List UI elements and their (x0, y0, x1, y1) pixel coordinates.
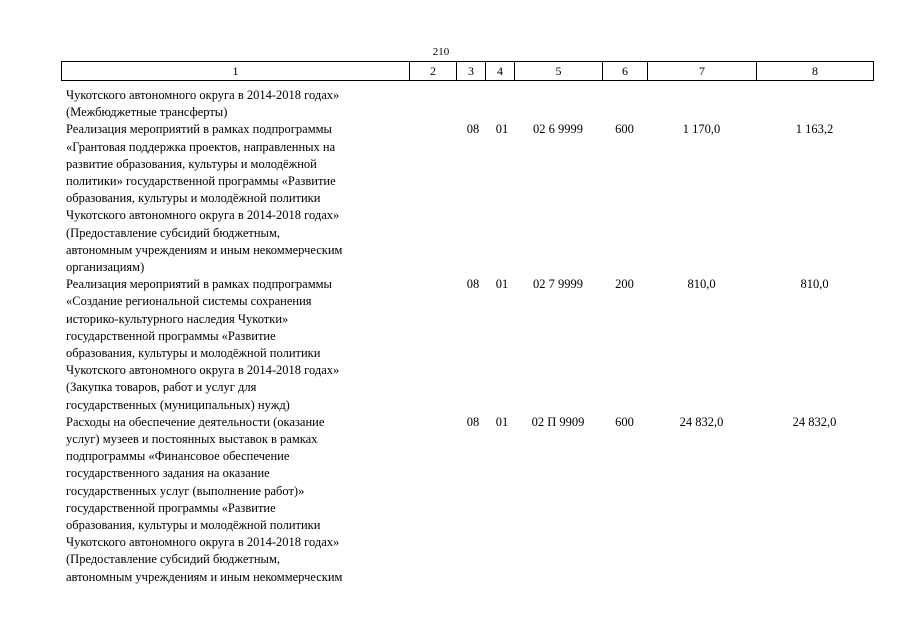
row-description: Реализация мероприятий в рамках подпрограммы «Создание региональной системы сохранения историко-культурного наследия Чукотки» государственной программы «Развитие образования, культуры и молодёжной политики Чукотского автономного округа в 2014-2018 годах» (Закупка товаров, работ и услуг для государственных (муниципальных) нужд) (66, 277, 340, 412)
table-row (66, 87, 876, 121)
row-target-article: 02 7 9999 (533, 277, 583, 292)
column-header-row (62, 62, 874, 81)
row-description: Реализация мероприятий в рамках подпрограммы «Грантовая поддержка проектов, направленных на развитие образования, культуры и молодёжной политики» государственной программы «Развитие образования, культуры и молодёжной политики Чукотского автономного округа в 2014-2018 годах» (Предоставление субсидий бюджетным, автономным учреждениям и иным некоммерческим организациям) (66, 122, 343, 275)
table-row (66, 414, 876, 586)
column-header-8: 8 (757, 62, 874, 81)
row-subsection: 01 (495, 414, 509, 429)
row-target-article: 02 6 9999 (533, 122, 583, 137)
column-header-table (61, 61, 874, 81)
row-amount-1: 1 170,0 (682, 122, 721, 137)
row-expense-type: 200 (615, 277, 634, 292)
column-header-7: 7 (648, 62, 757, 81)
column-header-2: 2 (410, 62, 457, 81)
column-header-3: 3 (457, 62, 486, 81)
row-subsection: 01 (495, 122, 509, 137)
row-expense-type: 600 (615, 414, 634, 429)
row-target-article: 02 П 9909 (531, 414, 585, 429)
row-amount-2: 1 163,2 (795, 122, 834, 137)
row-amount-2: 24 832,0 (792, 414, 837, 429)
row-section: 08 (466, 277, 480, 292)
row-amount-2: 810,0 (800, 277, 829, 292)
column-header-6: 6 (603, 62, 648, 81)
table-body (66, 87, 876, 586)
table-row (66, 276, 876, 414)
row-section: 08 (466, 122, 480, 137)
column-header-4: 4 (486, 62, 515, 81)
row-amount-1: 24 832,0 (679, 414, 724, 429)
column-header-1: 1 (62, 62, 410, 81)
column-header-5: 5 (515, 62, 603, 81)
row-section: 08 (466, 414, 480, 429)
row-subsection: 01 (495, 277, 509, 292)
page-number: 210 (432, 46, 450, 58)
row-description: Чукотского автономного округа в 2014-2018 годах» (Межбюджетные трансферты) (66, 88, 340, 120)
row-expense-type: 600 (615, 122, 634, 137)
row-amount-1: 810,0 (687, 277, 716, 292)
row-description: Расходы на обеспечение деятельности (оказание услуг) музеев и постоянных выставок в рамках подпрограммы «Финансовое обеспечение государственного задания на оказание государственных услуг (выполнение работ)» государственной программы «Развитие образования, культуры и молодёжной политики Чукотского автономного округа в 2014-2018 годах» (Предоставление субсидий бюджетным, автономным учреждениям и иным некоммерческим (66, 414, 343, 584)
table-row (66, 121, 876, 276)
